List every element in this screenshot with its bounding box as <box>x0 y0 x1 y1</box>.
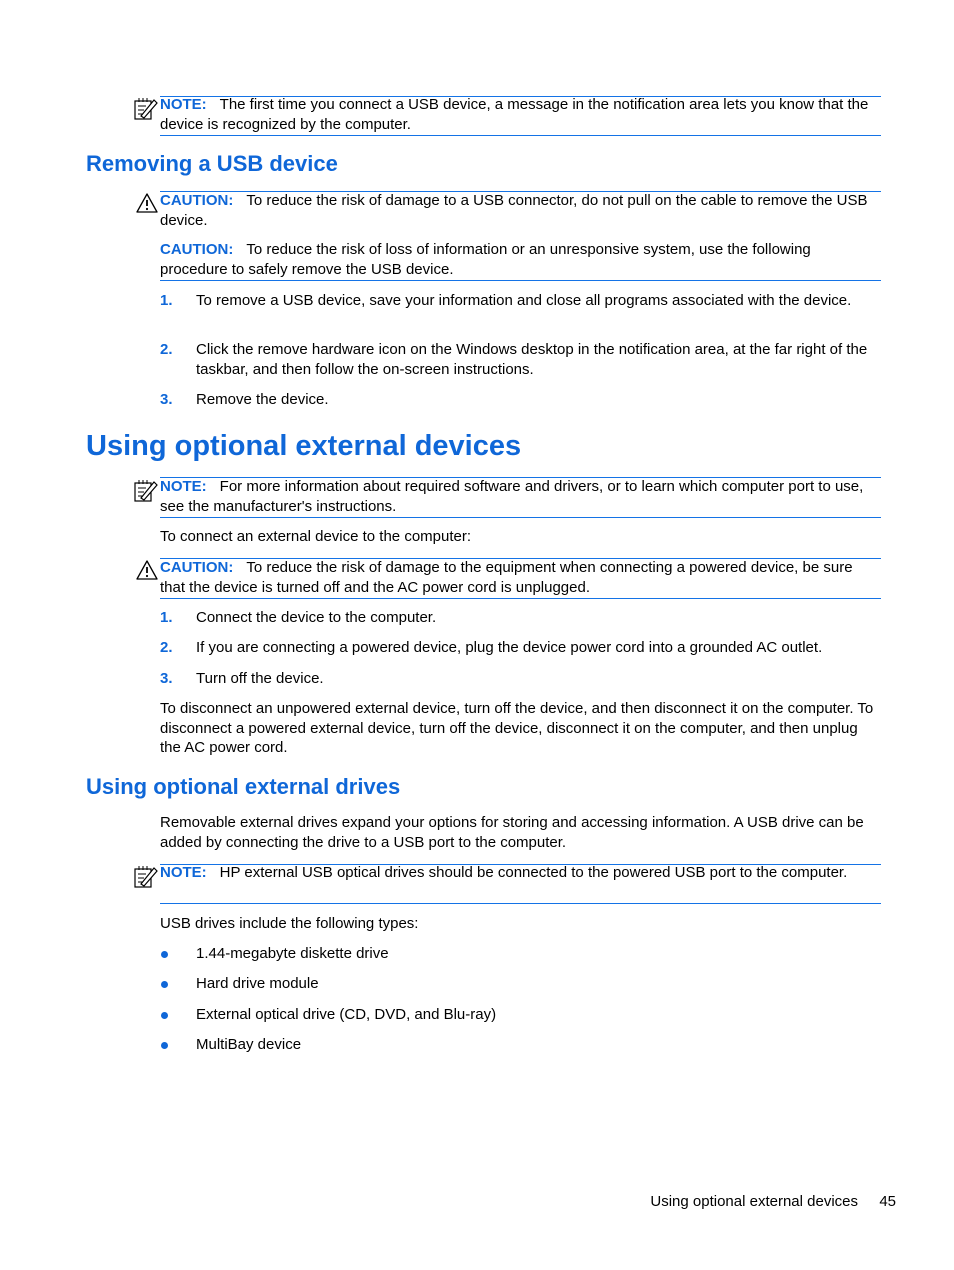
page-number: 45 <box>879 1193 896 1210</box>
step-text: Connect the device to the computer. <box>196 609 437 626</box>
step-text: Remove the device. <box>196 391 329 408</box>
heading-removing-usb: Removing a USB device <box>86 151 338 176</box>
disconnect-paragraph: To disconnect an unpowered external device, turn off the device, and then disconnect it on the computer. To disconnect a powered external device, turn off the device, disconnect it on the computer, and then unplug the AC power cord. <box>160 700 874 756</box>
note-pencil-icon <box>134 97 158 121</box>
step-number: 2. <box>160 341 173 358</box>
bullet-dot-icon <box>161 1042 168 1049</box>
bullet-dot-icon <box>161 981 168 988</box>
heading-external-drives: Using optional external drives <box>86 774 401 799</box>
list-item: MultiBay device <box>196 1036 302 1053</box>
note-bottom-rule <box>160 517 881 518</box>
note-pencil-icon <box>134 865 158 889</box>
step-text: Turn off the device. <box>196 670 324 687</box>
drive-types-intro: USB drives include the following types: <box>160 915 419 932</box>
drives-intro: Removable external drives expand your options for storing and accessing information. A USB drive can be added by connecting the drive to a USB port to the computer. <box>160 814 864 851</box>
step-number: 2. <box>160 639 173 656</box>
step-number: 3. <box>160 391 173 408</box>
step-number: 1. <box>160 609 173 626</box>
caution-connector: CAUTION: To reduce the risk of damage to a USB connector, do not pull on the cable to remove the USB device. <box>160 192 868 229</box>
note-drivers: NOTE: For more information about required software and drivers, or to learn which computer port to use, see the manufacturer's instructions. <box>160 478 864 515</box>
footer-title: Using optional external devices <box>650 1193 858 1210</box>
step-number: 1. <box>160 292 173 309</box>
note-bottom-rule <box>160 903 881 904</box>
caution-bottom-rule <box>160 280 881 281</box>
caution-powered-device: CAUTION: To reduce the risk of damage to the equipment when connecting a powered device, be sure that the device is turned off and the AC power cord is unplugged. <box>160 559 853 596</box>
heading-external-devices: Using optional external devices <box>86 430 522 462</box>
note-pencil-icon <box>134 479 158 503</box>
step-text: Click the remove hardware icon on the Windows desktop in the notification area, at the far right of the taskbar, and then follow the on-screen instructions. <box>196 341 868 378</box>
step-text: If you are connecting a powered device, plug the device power cord into a grounded AC outlet. <box>196 639 823 656</box>
step-number: 3. <box>160 670 173 687</box>
step-text: To remove a USB device, save your information and close all programs associated with the device. <box>196 292 852 309</box>
note-optical-drives: NOTE: HP external USB optical drives should be connected to the powered USB port to the computer. <box>160 864 848 881</box>
note-bottom-rule <box>160 135 881 136</box>
bullet-dot-icon <box>161 951 168 958</box>
caution-triangle-icon <box>136 559 158 581</box>
list-item: Hard drive module <box>196 975 319 992</box>
note-usb-recognized: NOTE: The first time you connect a USB device, a message in the notification area lets you know that the device is recognized by the computer. <box>160 96 869 133</box>
bullet-dot-icon <box>161 1012 168 1019</box>
list-item: External optical drive (CD, DVD, and Blu-ray) <box>196 1006 497 1023</box>
list-item: 1.44-megabyte diskette drive <box>196 945 389 962</box>
caution-triangle-icon <box>136 192 158 214</box>
connect-intro: To connect an external device to the computer: <box>160 528 472 545</box>
caution-safe-removal: CAUTION: To reduce the risk of loss of information or an unresponsive system, use the following procedure to safely remove the USB device. <box>160 241 811 278</box>
caution-bottom-rule <box>160 598 881 599</box>
